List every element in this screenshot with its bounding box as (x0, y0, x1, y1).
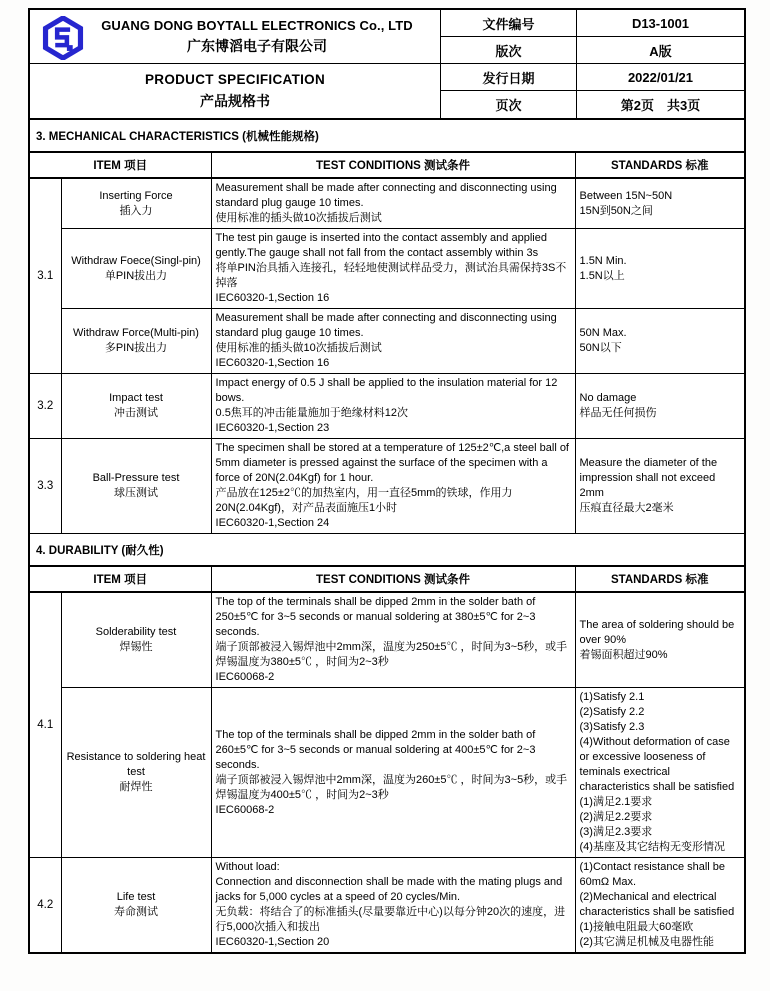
doc-number-value: D13-1001 (577, 10, 744, 37)
spec-table-row (30, 592, 744, 688)
standards-line: (1)满足2.1要求 (579, 796, 653, 808)
doc-number-label: 文件编号 (441, 10, 577, 37)
standards-line: (3)满足2.3要求 (579, 826, 653, 838)
standards-cell (575, 688, 744, 858)
standards-line: 压痕直径最大2毫米 (579, 502, 674, 514)
standards-cell (575, 309, 744, 374)
item-name-en: Inserting Force (99, 189, 173, 202)
test-conditions-line: Measurement shall be made after connecting and disconnecting using standard plug gauge 10 times. (215, 312, 557, 339)
test-conditions-cell (211, 309, 575, 374)
standards-line: (4)基座及其它结构无变形情况 (579, 841, 725, 853)
item-name-cn: 焊锡性 (119, 641, 153, 653)
item-name-cn: 寿命测试 (114, 906, 158, 918)
column-header-item: ITEM 项目 (30, 567, 211, 592)
standards-line: 50N以下 (579, 342, 622, 354)
standards-cell (575, 592, 744, 688)
test-conditions-cell (211, 439, 575, 534)
column-header-standards: STANDARDS 标准 (575, 567, 744, 592)
standards-line: (2)Mechanical and electrical characteristics shall be satisfied (579, 891, 735, 918)
item-name-cell (61, 229, 211, 309)
test-conditions-line: Without load: (215, 861, 280, 873)
spec-table-row (30, 439, 744, 534)
item-name-cn: 多PIN拔出力 (104, 342, 168, 354)
test-conditions-line: IEC60068-2 (215, 671, 275, 683)
column-header-standards: STANDARDS 标准 (575, 153, 744, 178)
test-conditions-line: 0.5焦耳的冲击能量施加于绝缘材料12次 (215, 407, 409, 419)
test-conditions-line: Impact energy of 0.5 J shall be applied to the insulation material for 12 bows. (215, 377, 558, 404)
standards-line: 50N Max. (579, 327, 627, 339)
item-name-en: Withdraw Foece(Singl-pin) (71, 254, 201, 267)
company-logo-icon (42, 16, 84, 60)
standards-cell (575, 178, 744, 229)
item-number: 4.2 (30, 858, 61, 953)
test-conditions-cell (211, 592, 575, 688)
spec-table-row (30, 229, 744, 309)
test-conditions-cell (211, 229, 575, 309)
test-conditions-line: IEC60320-1,Section 16 (215, 357, 330, 369)
item-name-cn: 插入力 (119, 204, 153, 217)
item-name-cn: 球压测试 (114, 487, 158, 499)
test-conditions-line: The specimen shall be stored at a temperature of 125±2℃,a steel ball of 5mm diameter is pressed against the surface of the specimen with a force of 20N(2.04Kgf) for 1 hour. (215, 442, 569, 484)
test-conditions-line: IEC60320-1,Section 23 (215, 422, 330, 434)
item-name-cell (61, 439, 211, 534)
section-title-durability: 4. DURABILITY (耐久性) (30, 533, 744, 567)
column-header-conditions: TEST CONDITIONS 测试条件 (211, 567, 575, 592)
column-header-item: ITEM 项目 (30, 153, 211, 178)
item-name-cn: 耐焊性 (119, 781, 153, 793)
standards-cell (575, 374, 744, 439)
table-header-row (30, 567, 744, 592)
document-header (30, 10, 744, 120)
issue-date-value: 2022/01/21 (577, 64, 744, 91)
standards-line: (1)Contact resistance shall be 60mΩ Max. (579, 861, 726, 888)
item-number: 3.3 (30, 439, 61, 534)
item-name-en: Resistance to soldering heat test (66, 751, 206, 778)
item-name-en: Ball-Pressure test (92, 472, 180, 484)
spec-table-row (30, 858, 744, 953)
test-conditions-line: 将单PIN治具插入连接孔，轻轻地使测试样品受力，测试治具需保持3S不掉落 (215, 262, 567, 289)
document-title-cn: 产品规格书 (200, 92, 270, 109)
item-number: 3.1 (30, 178, 61, 374)
column-header-conditions: TEST CONDITIONS 测试条件 (211, 153, 575, 178)
standards-line: 15N到50N之间 (579, 204, 653, 217)
standards-cell (575, 858, 744, 953)
durability-table (30, 567, 744, 952)
company-cell (30, 10, 441, 64)
document-title-en: PRODUCT SPECIFICATION (144, 71, 326, 87)
item-number: 4.1 (30, 592, 61, 858)
company-name-cn: 广东博滔电子有限公司 (187, 37, 327, 54)
standards-line: Measure the diameter of the impression shall not exceed 2mm (579, 457, 718, 499)
item-name-cell (61, 592, 211, 688)
standards-line: 样品无任何损伤 (579, 407, 657, 419)
item-name-en: Withdraw Force(Multi-pin) (73, 327, 199, 339)
item-name-cn: 单PIN拔出力 (104, 269, 168, 282)
standards-line: (2)其它满足机械及电器性能 (579, 936, 714, 948)
test-conditions-cell (211, 858, 575, 953)
standards-line: (1)接触电阻最大60毫欧 (579, 921, 694, 933)
document-frame (28, 8, 746, 954)
test-conditions-line: IEC60320-1,Section 16 (215, 292, 330, 304)
document-title-cell (30, 64, 441, 118)
item-name-cell (61, 858, 211, 953)
spec-table-row (30, 309, 744, 374)
item-name-cell (61, 374, 211, 439)
revision-value: A版 (577, 37, 744, 64)
test-conditions-cell (211, 374, 575, 439)
item-name-cell (61, 178, 211, 229)
standards-line: 着锡面积超过90% (579, 648, 668, 661)
spec-table-row (30, 178, 744, 229)
page-number-label: 页次 (441, 91, 577, 118)
standards-line: 1.5N Min. (579, 254, 627, 267)
standards-line: The area of soldering should be over 90% (579, 618, 735, 646)
test-conditions-line: Connection and disconnection shall be made with the mating plugs and jacks for 5,000 cycles at a speed of 20 cycles/Min. (215, 876, 563, 903)
test-conditions-line: The test pin gauge is inserted into the contact assembly and applied gently.The gauge shall not fall from the contact assembly within 3s (215, 232, 547, 259)
item-name-en: Impact test (109, 392, 163, 404)
standards-line: (1)Satisfy 2.1 (579, 691, 645, 703)
item-name-cell (61, 309, 211, 374)
mechanical-characteristics-table (30, 153, 744, 533)
test-conditions-line: 产品放在125±2℃的加热室内，用一直径5mm的铁球，作用力20N(2.04Kgf)，对产品表面施压1小时 (215, 487, 513, 514)
test-conditions-line: The top of the terminals shall be dipped 2mm in the solder bath of 250±5℃ for 3~5 seconds or manual soldering at 380±5℃ for 2~3 seconds. (215, 596, 536, 638)
test-conditions-line: 无负载：将结合了的标准插头(尽量要靠近中心)以每分钟20次的速度，进行5,000次插入和拔出 (215, 906, 566, 933)
test-conditions-line: IEC60068-2 (215, 803, 275, 816)
standards-line: (2)Satisfy 2.2 (579, 706, 645, 718)
standards-cell (575, 229, 744, 309)
item-number: 3.2 (30, 374, 61, 439)
spec-table-row (30, 688, 744, 858)
standards-line: (2)满足2.2要求 (579, 811, 653, 823)
revision-label: 版次 (441, 37, 577, 64)
test-conditions-line: The top of the terminals shall be dipped 2mm in the solder bath of 260±5℃ for 3~5 seconds or manual soldering at 400±5℃ for 2~3 seconds. (215, 728, 536, 771)
test-conditions-cell (211, 178, 575, 229)
spec-table-row (30, 374, 744, 439)
section-title-mechanical: 3. MECHANICAL CHARACTERISTICS (机械性能规格) (30, 120, 744, 153)
test-conditions-line: 端子顶部被浸入锡焊池中2mm深，温度为250±5℃ ，时间为3~5秒，或手焊锡温度为380±5℃ ，时间为2~3秒 (215, 641, 568, 668)
test-conditions-line: 使用标准的插头做10次插拔后测试 (215, 342, 382, 354)
test-conditions-cell (211, 688, 575, 858)
test-conditions-line: 使用标准的插头做10次插拔后测试 (215, 212, 382, 224)
test-conditions-line: 端子顶部被浸入锡焊池中2mm深，温度为260±5℃ ，时间为3~5秒，或手焊锡温度为400±5℃ ，时间为2~3秒 (215, 773, 568, 801)
standards-line: No damage (579, 392, 637, 404)
standards-line: 1.5N以上 (579, 269, 625, 282)
company-name-en: GUANG DONG BOYTALL ELECTRONICS Co., LTD (101, 17, 413, 33)
standards-line: (4)Without deformation of case or excessive looseness of teminals exectrical characteristics shall be satisfied (579, 736, 735, 793)
standards-line: (3)Satisfy 2.3 (579, 721, 645, 733)
issue-date-label: 发行日期 (441, 64, 577, 91)
item-name-cn: 冲击测试 (114, 407, 158, 419)
item-name-cell (61, 688, 211, 858)
item-name-en: Life test (116, 891, 156, 903)
test-conditions-line: IEC60320-1,Section 24 (215, 517, 330, 529)
page-number-value: 第2页 共3页 (620, 98, 701, 113)
standards-cell (575, 439, 744, 534)
table-header-row (30, 153, 744, 178)
test-conditions-line: IEC60320-1,Section 20 (215, 936, 330, 948)
standards-line: Between 15N~50N (579, 189, 673, 202)
test-conditions-line: Measurement shall be made after connecting and disconnecting using standard plug gauge 10 times. (215, 182, 557, 209)
item-name-en: Solderability test (95, 626, 177, 638)
